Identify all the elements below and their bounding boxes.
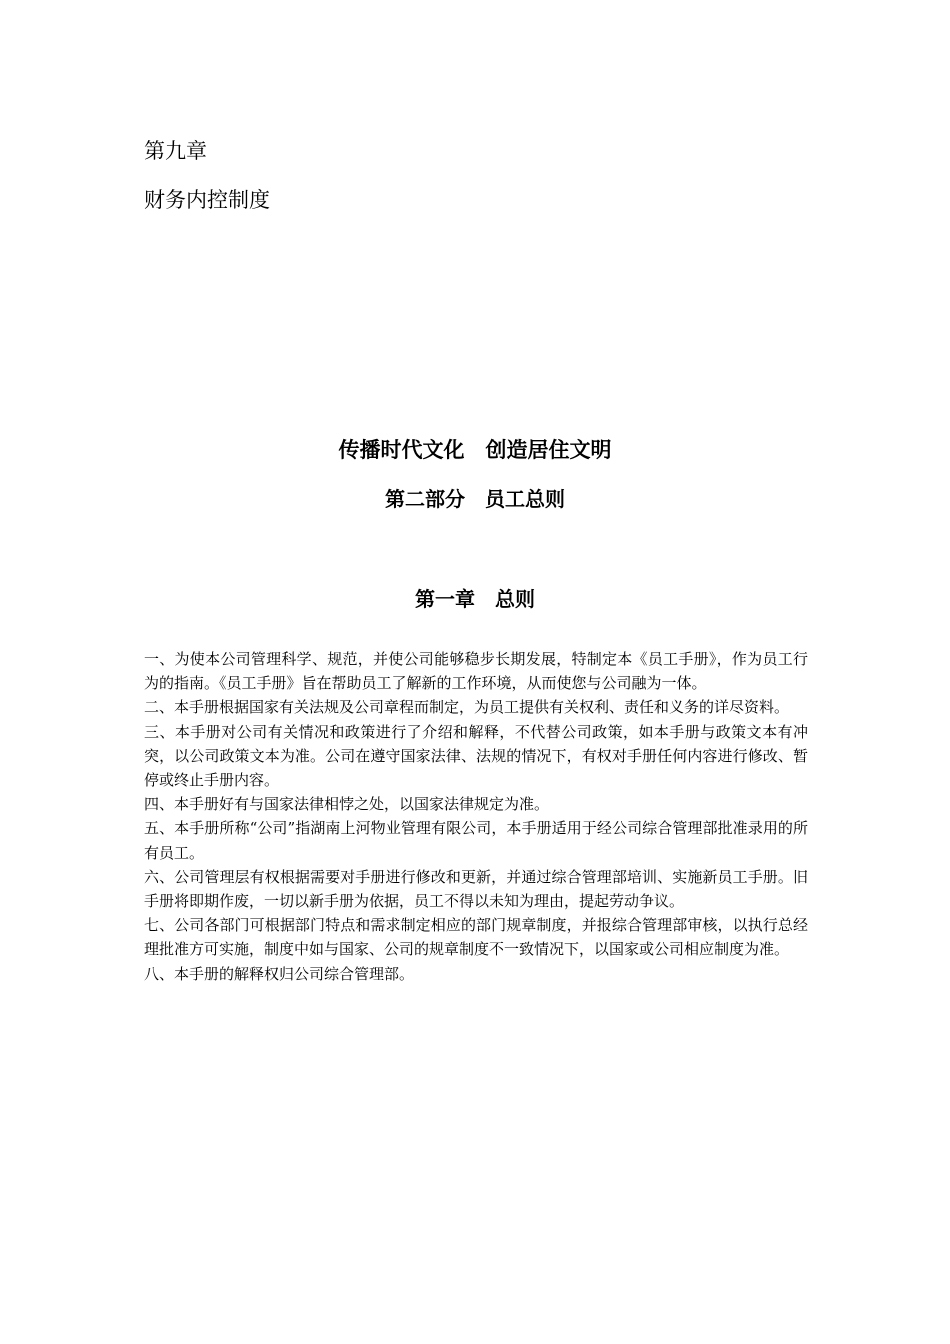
part-title: 第二部分 员工总则 xyxy=(385,487,565,511)
slogan-heading: 传播时代文化 创造居住文明 xyxy=(338,438,612,462)
chapter-nine-title: 财务内控制度 xyxy=(144,188,270,212)
article-list xyxy=(144,647,808,986)
article-7: 七、公司各部门可根据部门特点和需求制定相应的部门规章制度，并报综合管理部审核，以执行总经理批准方可实施，制度中如与国家、公司的规章制度不一致情况下，以国家或公司相应制度为准。 xyxy=(144,916,808,959)
article-6: 六、公司管理层有权根据需要对手册进行修改和更新，并通过综合管理部培训、实施新员工手册。旧手册将即期作废，一切以新手册为依据，员工不得以未知为理由，提起劳动争议。 xyxy=(144,867,808,911)
article-2: 二、本手册根据国家有关法规及公司章程而制定，为员工提供有关权利、责任和义务的详尽资料。 xyxy=(144,698,790,717)
article-8: 八、本手册的解释权归公司综合管理部。 xyxy=(144,964,415,983)
article-4: 四、本手册好有与国家法律相悖之处，以国家法律规定为准。 xyxy=(144,795,550,814)
article-1: 一、为使本公司管理科学、规范，并使公司能够稳步长期发展，特制定本《员工手册》，作为员工行为的指南。《员工手册》旨在帮助员工了解新的工作环境，从而使您与公司融为一体。 xyxy=(144,650,808,693)
chapter-one-title: 第一章 总则 xyxy=(415,587,535,611)
chapter-nine-label: 第九章 xyxy=(144,139,207,163)
article-5: 五、本手册所称“公司”指湖南上河物业管理有限公司，本手册适用于经公司综合管理部批准录用的所有员工。 xyxy=(144,819,808,862)
article-3: 三、本手册对公司有关情况和政策进行了介绍和解释，不代替公司政策，如本手册与政策文本有冲突，以公司政策文本为准。公司在遵守国家法律、法规的情况下，有权对手册任何内容进行修改、暂停或终止手册内容。 xyxy=(144,722,808,790)
